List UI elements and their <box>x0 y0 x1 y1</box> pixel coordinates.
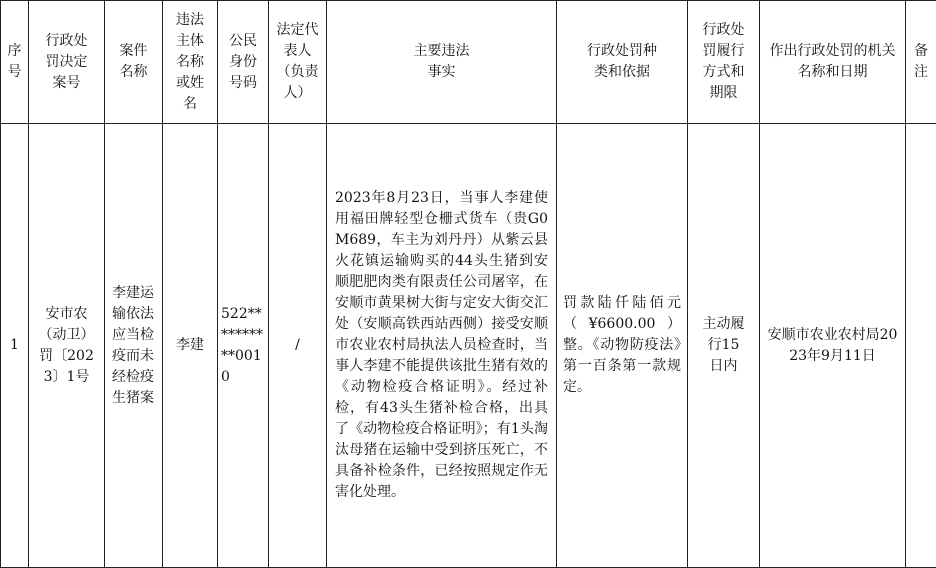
header-seq: 序号 <box>1 1 29 124</box>
header-legal-rep: 法定代表人（负责人） <box>269 1 327 124</box>
header-penalty: 行政处罚种类和依据 <box>557 1 688 124</box>
header-execution: 行政处罚履行方式和期限 <box>688 1 760 124</box>
cell-legal-rep: / <box>269 124 327 568</box>
cell-facts: 2023年8月23日，当事人李建使用福田牌轻型仓栅式货车（贵G0M689，车主为刘丹丹）从紫云县火花镇运输购买的44头生猪到安顺肥肥肉类有限责任公司屠宰，在安顺市黄果树大街与定安大街交汇处（安顺高铁西站西侧）接受安顺市农业农村局执法人员检查时，当事人李建不能提供该批生猪有效的《动物检疫合格证明》。经过补检，有43头生猪补检合格，出具了《动物检疫合格证明》；有1头淘汰母猪在运输中受到挤压死亡，不具备补检条件，已经按照规定作无害化处理。 <box>327 124 557 568</box>
header-row <box>1 1 936 124</box>
header-case-name: 案件名称 <box>105 1 163 124</box>
cell-violator: 李建 <box>163 124 218 568</box>
header-facts: 主要违法事实 <box>327 1 557 124</box>
cell-execution: 主动履行15日内 <box>688 124 760 568</box>
header-remark: 备注 <box>906 1 936 124</box>
cell-decision-no: 安市农（动卫）罚〔2023〕1号 <box>29 124 105 568</box>
header-authority: 作出行政处罚的机关名称和日期 <box>760 1 906 124</box>
cell-seq: 1 <box>1 124 29 568</box>
cell-penalty: 罚款陆仟陆佰元（¥6600.00）整。《动物防疫法》第一百条第一款规定。 <box>557 124 688 568</box>
header-violator: 违法主体名称或姓名 <box>163 1 218 124</box>
header-id-no: 公民身份号码 <box>218 1 269 124</box>
cell-case-name: 李建运输依法应当检疫而未经检疫生猪案 <box>105 124 163 568</box>
cell-authority: 安顺市农业农村局2023年9月11日 <box>760 124 906 568</box>
header-decision-no: 行政处罚决定案号 <box>29 1 105 124</box>
table-row <box>1 124 936 568</box>
cell-remark <box>906 124 936 568</box>
cell-id-no: 522**********0010 <box>218 124 269 568</box>
